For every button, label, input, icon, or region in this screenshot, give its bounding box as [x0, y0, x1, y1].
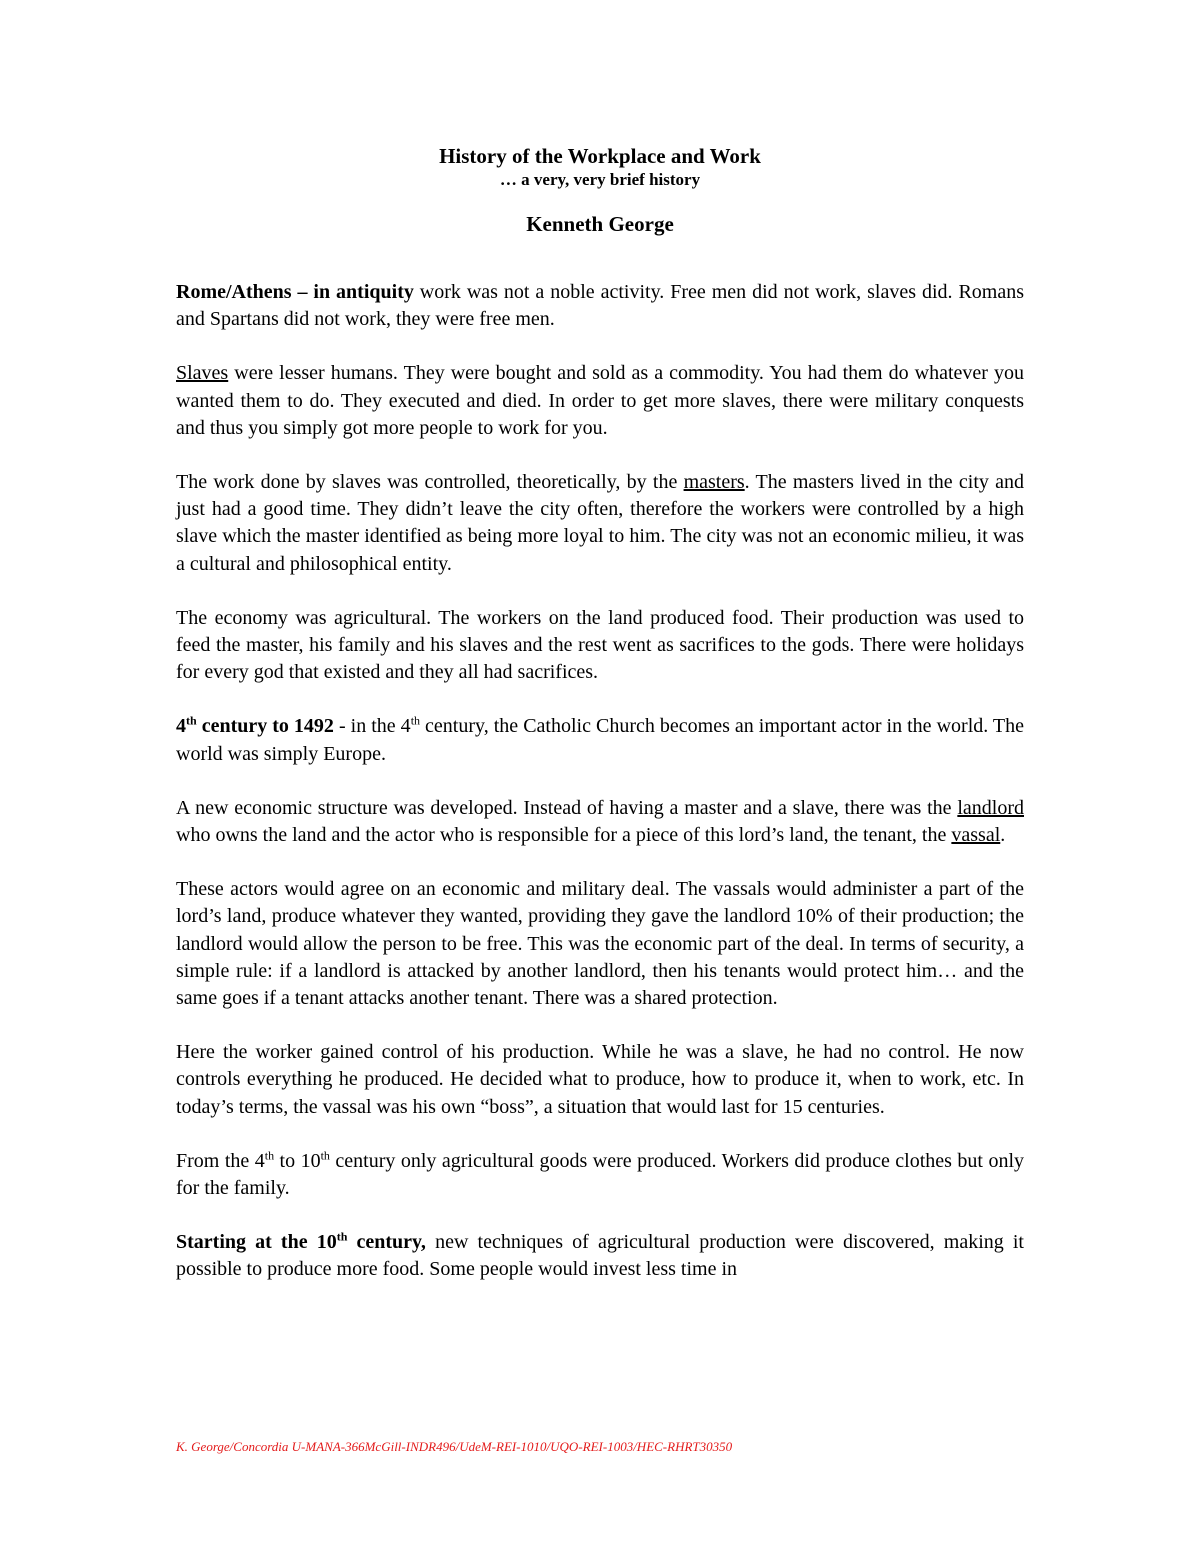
document-subtitle: … a very, very brief history — [499, 170, 701, 189]
paragraph-text: century, the Catholic Church becomes an important actor in the world. The world was simply Europe. — [176, 715, 1024, 765]
paragraph-text: These actors would agree on an economic and military deal. The vassals would administer a part of the lord’s land, produce whatever they wanted, providing they gave the landlord 10% of their production; the landlord would allow the person to be free. This was the economic part of the deal. In terms of security, a simple rule: if a landlord is attacked by another landlord, then his tenants would protect him… and the same goes if a tenant attacks another tenant. There was a shared protection. — [176, 878, 1024, 1010]
paragraph-text: . The masters lived in the city and just had a good time. They didn’t leave the city often, therefore the workers were controlled by a high slave which the master identified as being more loyal to him. The city was not an economic milieu, it was a cultural and philosophical entity. — [176, 471, 1024, 575]
paragraph-text: who owns the land and the actor who is responsible for a piece of this lord’s land, the tenant, the — [176, 824, 952, 847]
paragraph-deal — [176, 876, 1024, 1012]
paragraph-text: were lesser humans. They were bought and sold as a commodity. You had them do whatever you wanted them to do. They executed and died. In order to get more slaves, there were military conquests and thus you simply got more people to work for you. — [176, 362, 1024, 439]
paragraph-text: century only agricultural goods were produced. Workers did produce clothes but only for the family. — [176, 1149, 1025, 1200]
paragraph-agricultural-goods — [176, 1148, 1024, 1202]
paragraph-text: The work done by slaves was controlled, theoretically, by the — [176, 471, 684, 494]
page-footer: K. George/Concordia U-MANA-366McGill-INDR496/UdeM-REI-1010/UQO-REI-1003/HEC-RHRT30350 — [176, 1439, 733, 1454]
paragraph-4th-century — [176, 713, 1024, 767]
paragraph-slaves — [176, 360, 1024, 442]
document-body — [176, 142, 1024, 1311]
document-author: Kenneth George — [526, 212, 674, 236]
underlined-term-vassal: vassal — [951, 824, 1001, 847]
paragraph-text: . — [1000, 824, 1006, 847]
paragraph-text: - in the 4 — [333, 715, 411, 738]
underlined-term-masters: masters — [683, 471, 745, 494]
paragraph-text: new techniques of agricultural production were discovered, making it possible to produce more food. Some people would invest less time in — [176, 1231, 1024, 1281]
paragraph-text: Here the worker gained control of his production. While he was a slave, he had no control. He now controls everything he produced. He decided what to produce, how to produce it, when to work, etc. In today’s terms, the vassal was his own “boss”, a situation that would last for 15 centuries. — [176, 1041, 1024, 1118]
superscript: th — [320, 1148, 330, 1163]
paragraph-text: From the 4 — [176, 1149, 265, 1172]
superscript: th — [410, 713, 421, 728]
paragraph-masters — [176, 469, 1024, 578]
heading-text: Starting at the 10 — [176, 1231, 337, 1254]
paragraph-text: work was not a noble activity. Free men did not work, slaves did. Romans and Spartans did not work, they were free men. — [176, 281, 1024, 331]
paragraph-rome-athens — [176, 279, 1024, 333]
paragraph-text: The economy was agricultural. The workers on the land produced food. Their production was used to feed the master, his family and his slaves and the rest went as sacrifices to the gods. There were holidays for every god that existed and they all had sacrifices. — [176, 606, 1024, 684]
superscript: th — [264, 1148, 275, 1163]
underlined-term-slaves: Slaves — [176, 362, 229, 385]
section-heading-10th-century — [176, 1231, 426, 1253]
document-title: History of the Workplace and Work — [439, 144, 761, 168]
superscript: th — [336, 1229, 348, 1244]
section-heading-rome-athens: Rome/Athens – in antiquity — [176, 281, 414, 303]
paragraph-text: A new economic structure was developed. Instead of having a master and a slave, there was the — [176, 796, 958, 819]
paragraph-economy — [176, 605, 1024, 687]
heading-text: 4 — [176, 715, 186, 738]
section-heading-4th-century — [176, 715, 334, 737]
underlined-term-landlord: landlord — [957, 796, 1024, 819]
heading-text: century to 1492 — [196, 715, 334, 738]
paragraph-10th-century — [176, 1229, 1024, 1283]
heading-text: century, — [347, 1231, 426, 1254]
paragraph-control — [176, 1039, 1024, 1121]
paragraph-text: to 10 — [274, 1149, 321, 1172]
paragraph-landlord — [176, 795, 1024, 849]
superscript: th — [186, 713, 197, 728]
